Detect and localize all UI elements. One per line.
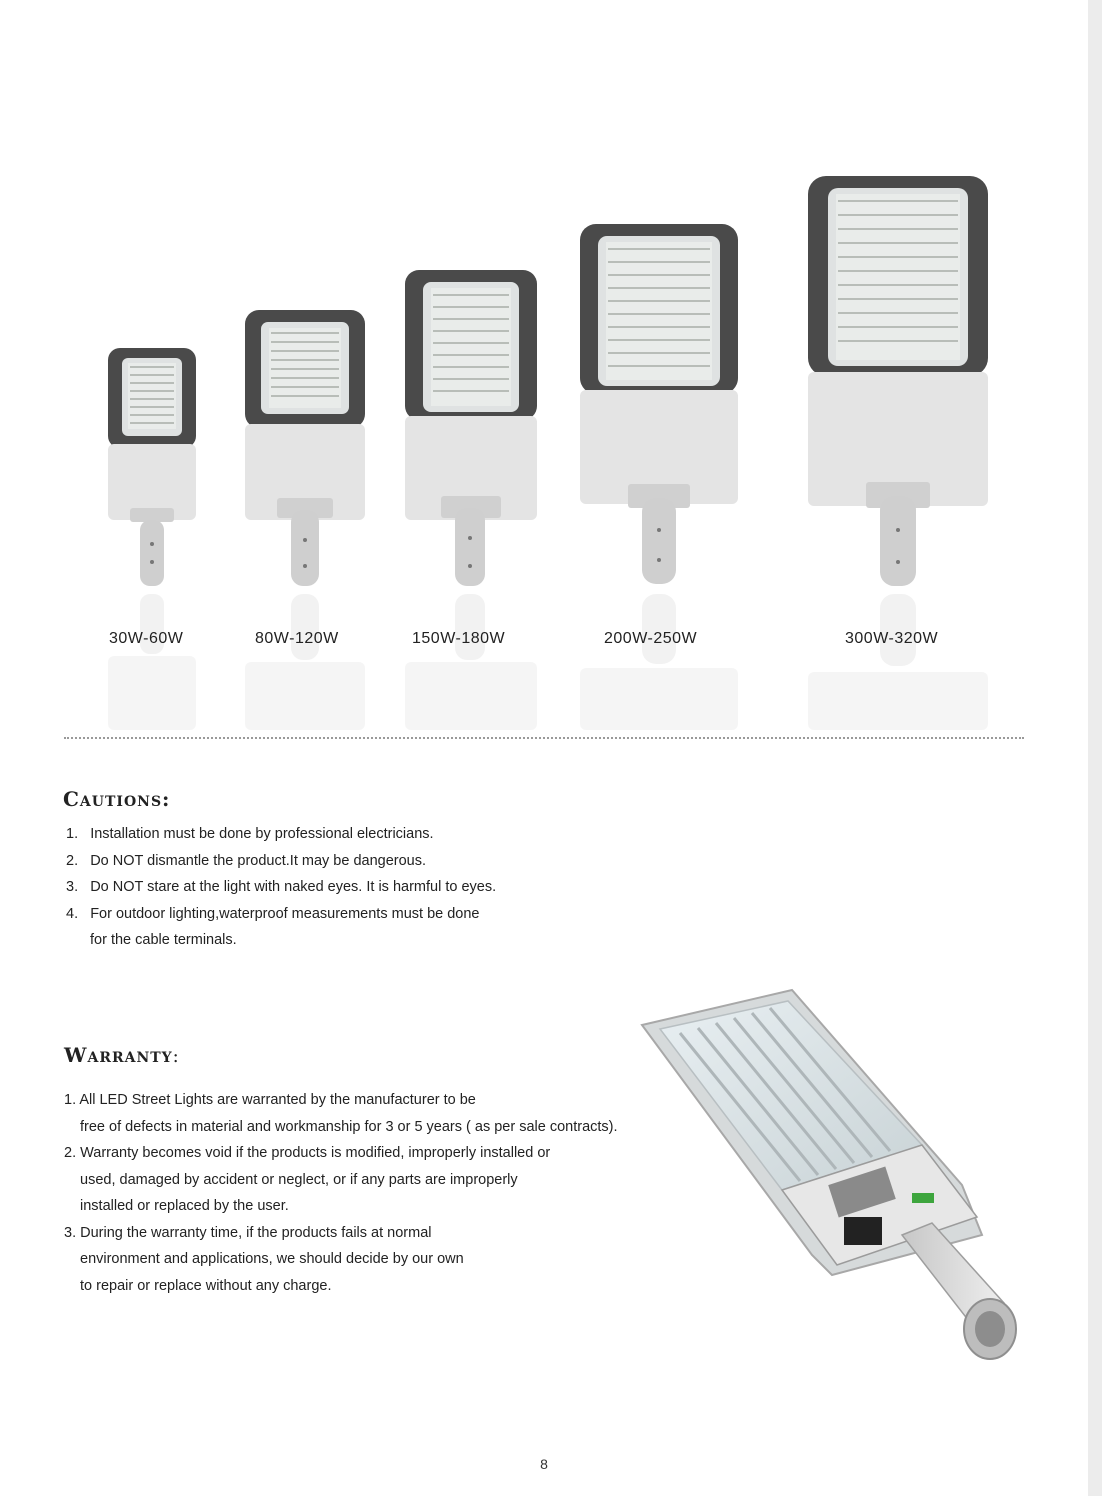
warranty-colon: : [172,1046,180,1067]
warranty-line: 2. Warranty becomes void if the products is modified, improperly installed or [64,1145,551,1161]
warranty-line: to repair or replace without any charge. [80,1277,332,1294]
street-light-image-80w [245,310,365,588]
cautions-heading: Cautions: [63,787,171,811]
warranty-line: installed or replaced by the user. [80,1198,289,1214]
dotted-divider [64,737,1024,739]
caution-item [66,901,496,928]
wattage-label-4: 200W-250W [604,630,698,647]
wattage-label-2: 80W-120W [255,630,339,647]
caution-number: 3. [66,879,79,895]
warranty-line: free of defects in material and workmanship for 3 or 5 years ( as per sale contracts). [80,1118,618,1135]
caution-continuation: for the cable terminals. [90,932,237,948]
street-light-image-200w [580,224,738,586]
street-light-image-300w [808,176,988,588]
caution-text: Do NOT stare at the light with naked eyes. It is harmful to eyes. [90,879,497,895]
warranty-line: environment and applications, we should decide by our own [80,1251,464,1267]
product-lineup [0,0,1102,740]
wattage-label-5: 300W-320W [845,630,939,647]
wattage-label-1: 30W-60W [109,630,184,647]
caution-text: For outdoor lighting,waterproof measurements must be done [90,905,480,922]
caution-item [66,821,496,848]
street-light-perspective-image [632,985,1042,1370]
street-light-reflection-80w [245,594,365,735]
street-light-reflection-300w [808,594,988,735]
street-light-image-150w [405,270,537,588]
warranty-list [64,1087,618,1299]
caution-text: Do NOT dismantle the product.It may be dangerous. [90,852,427,869]
warranty-line: used, damaged by accident or neglect, or if any parts are improperly [80,1171,518,1188]
street-light-reflection-150w [405,594,537,735]
caution-number: 1. [66,826,79,842]
wattage-label-3: 150W-180W [412,630,506,647]
cautions-list [66,821,496,954]
street-light-reflection-200w [580,594,738,735]
page-number: 8 [540,1456,548,1472]
caution-number: 2. [66,852,79,869]
warranty-line: 1. All LED Street Lights are warranted by the manufacturer to be [64,1092,476,1108]
warranty-line: 3. During the warranty time, if the products fails at normal [64,1224,432,1241]
street-light-reflection-30w [108,594,196,735]
caution-item [66,848,496,875]
street-light-image-30w [108,348,196,588]
caution-item [66,874,496,901]
caution-number: 4. [66,905,79,922]
warranty-heading [64,1043,180,1067]
warranty-title: Warranty [64,1043,173,1067]
caution-text: Installation must be done by professional electricians. [90,826,434,842]
